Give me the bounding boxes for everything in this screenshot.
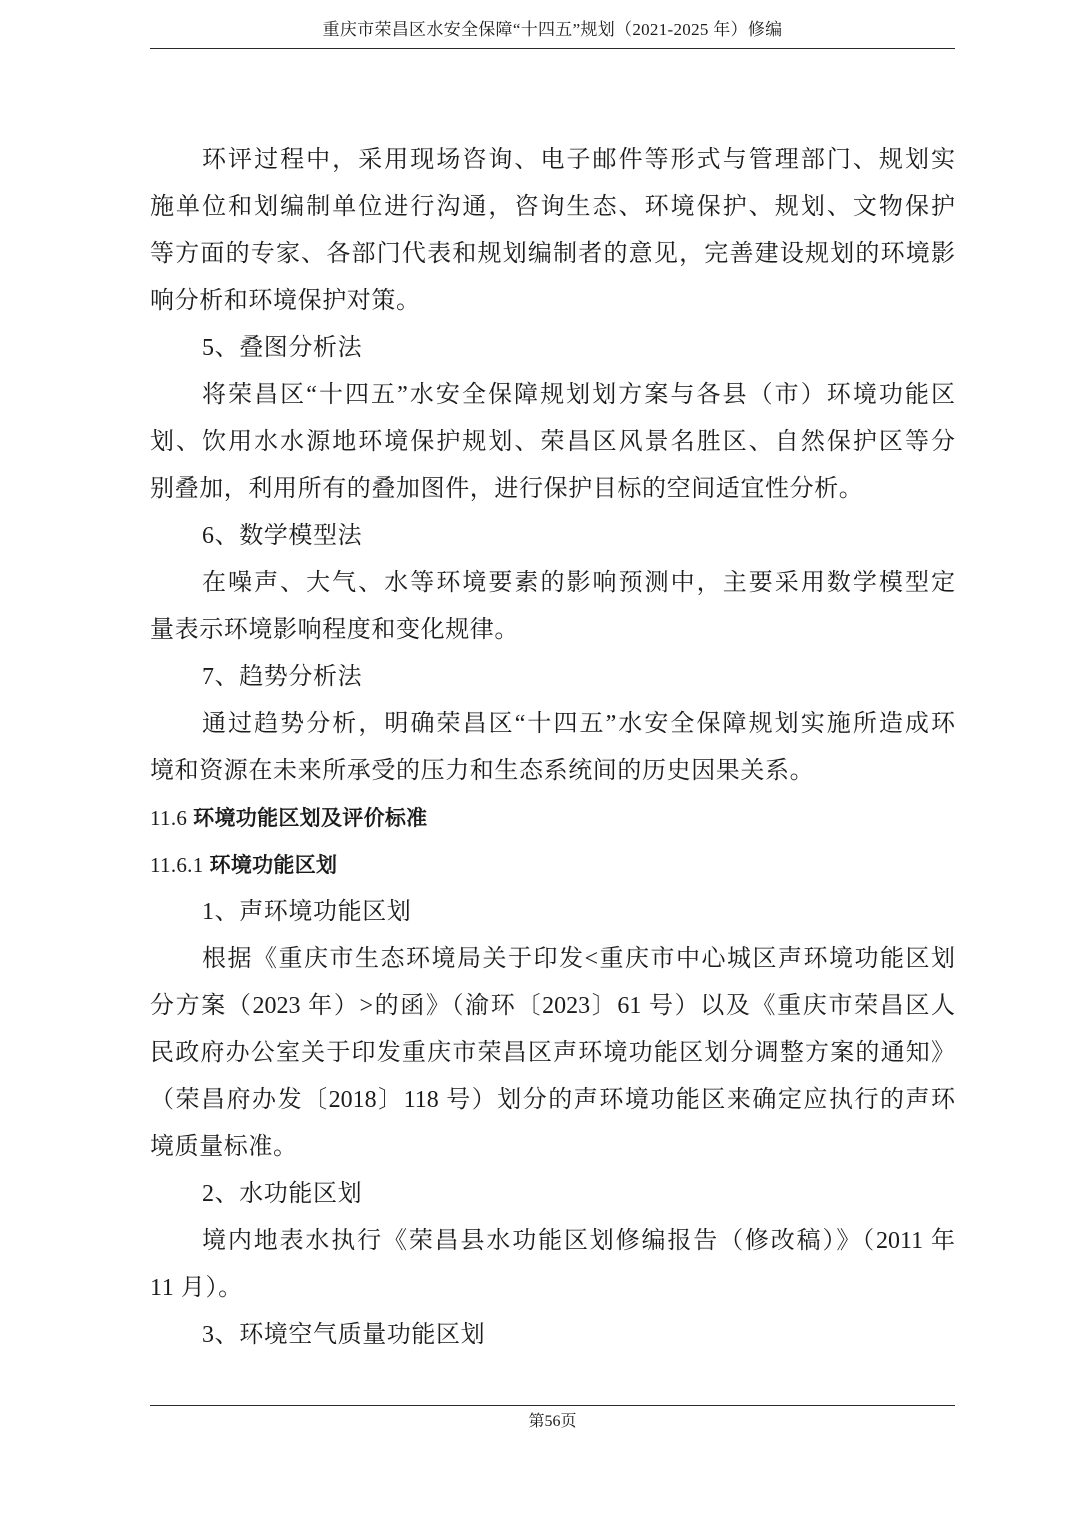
paragraph-line: 通过趋势分析，明确荣昌区“十四五”水安全保障规划实施所造成环 — [202, 711, 955, 737]
paragraph-line: 境和资源在未来所承受的压力和生态系统间的历史因果关系。 — [150, 758, 815, 784]
paragraph-line: 境内地表水执行《荣昌县水功能区划修编报告（修改稿）》（2011 年 — [202, 1228, 955, 1254]
method-heading: 7、趋势分析法 — [202, 664, 363, 690]
item-heading: 2、水功能区划 — [202, 1181, 363, 1207]
paragraph-line: 根据《重庆市生态环境局关于印发<重庆市中心城区声环境功能区划 — [202, 946, 955, 972]
running-header: 重庆市荣昌区水安全保障“十四五”规划（2021-2025 年）修编 — [322, 20, 783, 39]
paragraph-line: 分方案（2023 年）>的函》（渝环〔2023〕61 号）以及《重庆市荣昌区人 — [150, 993, 955, 1019]
footer-divider — [150, 1405, 955, 1406]
paragraph-line: （荣昌府办发〔2018〕118 号）划分的声环境功能区来确定应执行的声环 — [150, 1087, 955, 1113]
paragraph-line: 11 月）。 — [150, 1275, 243, 1301]
paragraph-line: 等方面的专家、各部门代表和规划编制者的意见，完善建设规划的环境影 — [150, 241, 955, 267]
section-title: 环境功能区划及评价标准 — [193, 807, 428, 830]
paragraph-line: 民政府办公室关于印发重庆市荣昌区声环境功能区划分调整方案的通知》 — [150, 1040, 955, 1066]
section-number: 11.6 — [150, 806, 188, 830]
header-divider — [150, 48, 955, 49]
paragraph-line: 别叠加，利用所有的叠加图件，进行保护目标的空间适宜性分析。 — [150, 476, 864, 502]
method-heading: 5、叠图分析法 — [202, 335, 363, 361]
paragraph-line: 施单位和划编制单位进行沟通，咨询生态、环境保护、规划、文物保护 — [150, 194, 955, 220]
paragraph-line: 环评过程中，采用现场咨询、电子邮件等形式与管理部门、规划实 — [202, 147, 955, 173]
page-body — [150, 137, 955, 1359]
paragraph-line: 将荣昌区“十四五”水安全保障规划划方案与各县（市）环境功能区 — [202, 382, 955, 408]
paragraph-line: 境质量标准。 — [150, 1134, 298, 1160]
paragraph-line: 响分析和环境保护对策。 — [150, 288, 421, 314]
paragraph-line: 量表示环境影响程度和变化规律。 — [150, 617, 519, 643]
item-heading: 3、环境空气质量功能区划 — [202, 1322, 486, 1348]
paragraph-line: 在噪声、大气、水等环境要素的影响预测中，主要采用数学模型定 — [202, 570, 955, 596]
paragraph-line: 划、饮用水水源地环境保护规划、荣昌区风景名胜区、自然保护区等分 — [150, 429, 955, 455]
method-heading: 6、数学模型法 — [202, 523, 363, 549]
section-heading — [150, 795, 955, 842]
subsection-number: 11.6.1 — [150, 853, 204, 877]
subsection-title: 环境功能区划 — [209, 854, 338, 877]
page-number: 第56页 — [528, 1413, 577, 1430]
subsection-heading — [150, 842, 955, 889]
item-heading: 1、声环境功能区划 — [202, 899, 412, 925]
